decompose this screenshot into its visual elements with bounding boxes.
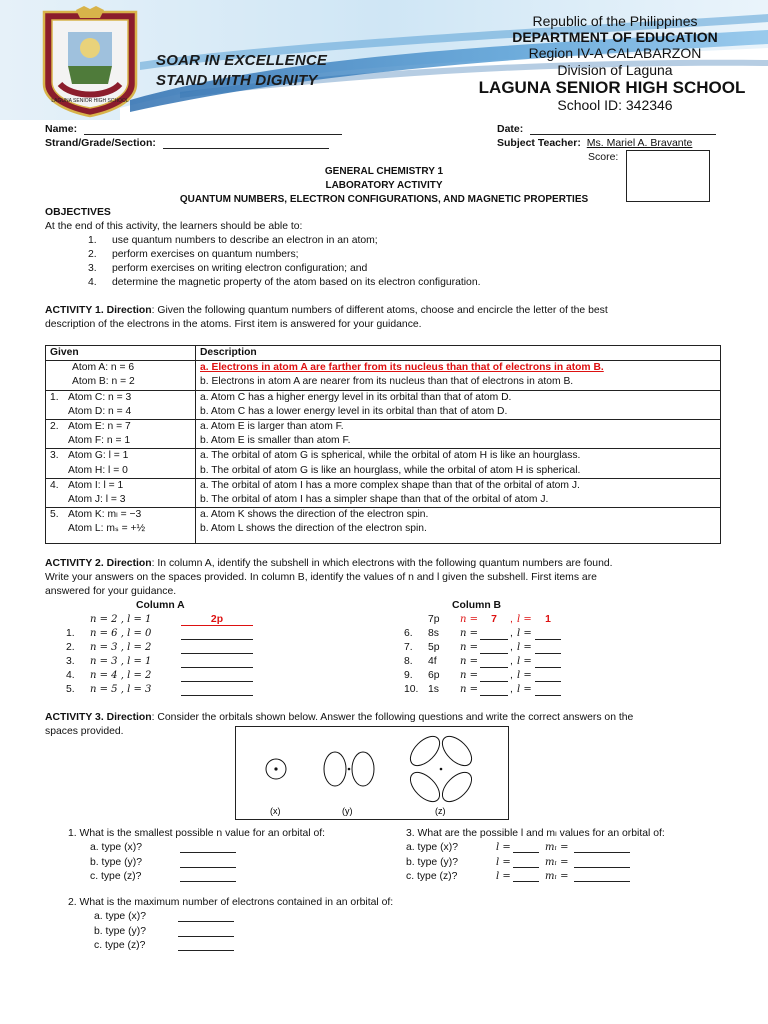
answer-blank[interactable]	[180, 856, 236, 868]
n-answer[interactable]	[480, 641, 508, 654]
desc-a[interactable]: a. The orbital of atom I has a more complex shape than that of the orbital of atom J.	[200, 479, 580, 491]
activity3-direction-2: spaces provided.	[45, 726, 124, 737]
column-b-row	[404, 669, 644, 683]
motto-line-2: STAND WITH DIGNITY	[156, 72, 318, 89]
row-num: 7.	[404, 642, 413, 653]
row-num: 3.	[66, 656, 75, 667]
l-blank[interactable]	[513, 841, 539, 853]
answer-blank[interactable]: 2p	[181, 613, 253, 626]
row-num: 4.	[50, 479, 59, 491]
n-label: n =	[460, 642, 478, 653]
score-label: Score:	[588, 151, 619, 163]
given-b: Atom F: n = 1	[68, 435, 131, 447]
n-answer[interactable]	[480, 627, 508, 640]
quantum-numbers: n = 2 , l = 1	[90, 614, 152, 625]
activity2-direction-3: answered for your guidance.	[45, 586, 177, 597]
question-item	[406, 856, 666, 870]
l-blank[interactable]	[513, 856, 539, 868]
objective-num: 4.	[88, 277, 97, 288]
department-line: DEPARTMENT OF EDUCATION	[512, 29, 718, 45]
column-b-row	[404, 655, 644, 669]
desc-a[interactable]: a. Electrons in atom A are farther from its nucleus than that of electrons in atom B.	[200, 362, 604, 374]
question-item	[94, 939, 314, 953]
desc-a[interactable]: a. The orbital of atom G is spherical, while the orbital of atom H is like an hourglass.	[200, 450, 581, 462]
column-a-row	[66, 655, 266, 669]
given-b: Atom J: l = 3	[68, 494, 126, 506]
question-item	[90, 870, 310, 884]
activity2-direction-2: Write your answers on the spaces provided. In column B, identify the values of n and l given the subshell. First items are	[45, 572, 597, 583]
table-header-row	[46, 346, 721, 361]
orbital-label-x: (x)	[270, 806, 281, 816]
desc-b[interactable]: b. Electrons in atom A are nearer from its nucleus than that of electrons in atom B.	[200, 376, 574, 388]
row-num: 6.	[404, 628, 413, 639]
date-label: Date:	[497, 123, 524, 135]
given-b: Atom B: n = 2	[72, 376, 135, 388]
table-row	[46, 449, 721, 478]
l-label: l =	[517, 642, 532, 653]
column-a-row	[66, 627, 266, 641]
objective-item	[88, 276, 481, 290]
teacher-field	[497, 137, 692, 149]
row-num: 5.	[66, 684, 75, 695]
question-item-label: a. type (x)?	[94, 911, 146, 922]
subshell: 8s	[428, 628, 439, 639]
given-b: Atom D: n = 4	[68, 405, 132, 417]
ml-blank[interactable]	[574, 841, 630, 853]
quantum-numbers: n = 5 , l = 3	[90, 684, 152, 695]
question-item-label: c. type (z)?	[406, 871, 458, 882]
l-label: l =	[496, 842, 511, 853]
row-num: 4.	[66, 670, 75, 681]
activity3-label: ACTIVITY 3. Direction	[45, 712, 152, 723]
question-item-label: a. type (x)?	[90, 842, 142, 853]
answer-blank[interactable]	[178, 910, 234, 922]
orbital-figure	[235, 726, 509, 820]
question-item-label: b. type (y)?	[406, 856, 458, 868]
l-label: l =	[517, 670, 532, 681]
objective-num: 1.	[88, 235, 97, 246]
activity2-label: ACTIVITY 2. Direction	[45, 558, 152, 569]
teacher-value: Ms. Mariel A. Bravante	[586, 137, 693, 149]
name-label: Name:	[45, 123, 78, 135]
objectives-intro: At the end of this activity, the learners should be able to:	[45, 221, 303, 232]
column-a-row	[66, 669, 266, 683]
title-line-3: QUANTUM NUMBERS, ELECTRON CONFIGURATIONS, AND MAGNETIC PROPERTIES	[179, 194, 589, 205]
column-b-title: Column B	[452, 600, 502, 611]
activity1-direction-2: description of the electrons in the atoms. First item is answered for your guidance.	[45, 319, 422, 330]
row-num: 5.	[50, 509, 59, 521]
objective-text: perform exercises on quantum numbers;	[112, 249, 299, 260]
row-num: 2.	[50, 421, 59, 433]
col-description-header: Description	[196, 346, 721, 361]
question-item	[94, 910, 314, 924]
column-a-row	[66, 641, 266, 655]
name-field[interactable]	[45, 123, 342, 135]
row-num: 10.	[404, 684, 419, 695]
quantum-numbers: n = 3 , l = 2	[90, 642, 152, 653]
l-label: l =	[496, 856, 511, 868]
column-b-row	[404, 627, 644, 641]
l-label: l =	[496, 871, 511, 882]
d-orbital-diagram	[405, 731, 477, 807]
n-label: n =	[460, 614, 478, 625]
quantum-numbers: n = 6 , l = 0	[90, 628, 152, 639]
column-b-row	[404, 613, 644, 627]
objective-item	[88, 234, 378, 248]
activity2-direction-1: : In column A, identify the subshell in which electrons with the following quantum numbers are found.	[151, 558, 613, 569]
activity3-direction-1: : Consider the orbitals shown below. Answer the following questions and write the correct answers on the	[151, 712, 634, 723]
strand-blank[interactable]	[163, 138, 329, 149]
question-2: 2. What is the maximum number of electrons contained in an orbital of:	[68, 897, 394, 908]
n-answer[interactable]	[480, 669, 508, 682]
row-num: 3.	[50, 450, 59, 462]
comma: ,	[510, 684, 513, 695]
title-line-2: LABORATORY ACTIVITY	[325, 180, 443, 191]
given-a: Atom G: l = 1	[68, 450, 129, 462]
table-row	[46, 478, 721, 507]
desc-a[interactable]: a. Atom C has a higher energy level in its orbital than that of atom D.	[200, 391, 512, 403]
n-label: n =	[460, 670, 478, 681]
row-num: 9.	[404, 670, 413, 681]
objective-text: determine the magnetic property of the atom based on its electron configuration.	[112, 277, 481, 288]
quantum-numbers: n = 3 , l = 1	[90, 656, 152, 667]
given-b: Atom H: l = 0	[68, 464, 128, 476]
answer-blank[interactable]	[181, 655, 253, 668]
given-a: Atom K: mₗ = −3	[68, 509, 142, 521]
l-answer[interactable]	[535, 683, 561, 696]
l-label: l =	[517, 628, 532, 639]
objective-num: 3.	[88, 263, 97, 274]
comma: ,	[510, 628, 513, 639]
question-item	[406, 841, 666, 855]
answer-blank[interactable]	[181, 641, 253, 654]
desc-a[interactable]: a. Atom E is larger than atom F.	[200, 421, 344, 433]
table-row	[46, 390, 721, 419]
question-item	[90, 841, 310, 855]
l-answer[interactable]	[535, 655, 561, 668]
answer-blank[interactable]	[178, 925, 234, 937]
objective-item	[88, 262, 368, 276]
row-num: 1.	[66, 628, 75, 639]
s-orbital-diagram	[266, 759, 286, 779]
desc-b[interactable]: b. The orbital of atom G is like an hourglass, while the orbital of atom H is spherical.	[200, 464, 581, 476]
activity1-label: ACTIVITY 1. Direction	[45, 305, 152, 316]
activity3-direction	[45, 711, 725, 725]
question-3: 3. What are the possible l and mₗ values for an orbital of:	[406, 828, 665, 839]
p-orbital-diagram	[324, 752, 374, 786]
question-item-label: b. type (y)?	[94, 925, 146, 937]
answer-blank[interactable]	[181, 627, 253, 640]
question-1: 1. What is the smallest possible n value for an orbital of:	[68, 828, 326, 839]
n-answer[interactable]	[480, 655, 508, 668]
table-row	[46, 361, 721, 390]
table-row	[46, 420, 721, 449]
desc-b[interactable]: b. The orbital of atom I has a simpler shape than that of the orbital of atom J.	[200, 494, 549, 506]
ml-blank[interactable]	[574, 856, 630, 868]
strand-label: Strand/Grade/Section:	[45, 137, 156, 149]
activity1-direction-1: : Given the following quantum numbers of different atoms, choose and encircle the letter of the best	[151, 305, 608, 316]
division-line: Division of Laguna	[557, 62, 673, 78]
objective-text: perform exercises on writing electron configuration; and	[112, 263, 368, 274]
given-b: Atom L: mₛ = +½	[68, 523, 146, 535]
logo-ring-text: LAGUNA SENIOR HIGH SCHOOL	[51, 98, 129, 104]
subshell: 6p	[428, 670, 440, 681]
question-item-label: c. type (z)?	[90, 871, 142, 882]
desc-b[interactable]: b. Atom C has a lower energy level in its orbital than that of atom D.	[200, 405, 508, 417]
question-item	[90, 856, 310, 870]
desc-b[interactable]: b. Atom E is smaller than atom F.	[200, 435, 351, 447]
objective-text: use quantum numbers to describe an electron in an atom;	[112, 235, 378, 246]
objective-num: 2.	[88, 249, 97, 260]
orbital-label-z: (z)	[435, 806, 446, 816]
l-answer[interactable]	[535, 669, 561, 682]
l-label: l =	[517, 684, 532, 695]
activity2-direction	[45, 557, 725, 571]
l-answer[interactable]	[535, 641, 561, 654]
comma: ,	[510, 614, 513, 625]
column-a-title: Column A	[136, 600, 185, 611]
republic-line: Republic of the Philippines	[532, 13, 698, 29]
table-row	[46, 508, 721, 543]
subshell: 1s	[428, 684, 439, 695]
region-line: Region IV-A CALABARZON	[528, 45, 702, 61]
row-num: 1.	[50, 391, 59, 403]
given-a: Atom A: n = 6	[72, 362, 135, 374]
n-label: n =	[460, 628, 478, 639]
n-label: n =	[460, 656, 478, 667]
teacher-label: Subject Teacher:	[497, 137, 581, 149]
column-b-row	[404, 683, 644, 697]
school-logo	[38, 6, 142, 118]
answer-blank[interactable]	[178, 939, 234, 951]
question-item	[406, 870, 666, 884]
strand-field[interactable]	[45, 137, 329, 149]
column-a-row	[66, 683, 266, 697]
subshell: 5p	[428, 642, 440, 653]
subshell: 7p	[428, 614, 440, 625]
column-b-row	[404, 641, 644, 655]
motto-line-1: SOAR IN EXCELLENCE	[156, 52, 328, 69]
comma: ,	[510, 642, 513, 653]
date-blank[interactable]	[530, 124, 716, 135]
l-label: l =	[517, 614, 532, 625]
ml-label: mₗ =	[545, 842, 569, 853]
row-num: 2.	[66, 642, 75, 653]
question-item-label: a. type (x)?	[406, 842, 458, 853]
comma: ,	[510, 656, 513, 667]
objectives-heading: OBJECTIVES	[45, 207, 111, 218]
objective-item	[88, 248, 299, 262]
column-a-row	[66, 613, 266, 627]
answer-blank[interactable]	[181, 683, 253, 696]
name-blank[interactable]	[84, 124, 342, 135]
answer-blank[interactable]	[181, 669, 253, 682]
question-item-label: b. type (y)?	[90, 856, 142, 868]
ml-blank[interactable]	[574, 870, 630, 882]
orbital-label-y: (y)	[342, 806, 353, 816]
comma: ,	[510, 670, 513, 681]
l-blank[interactable]	[513, 870, 539, 882]
n-answer[interactable]	[480, 683, 508, 696]
activity1-table	[45, 345, 721, 544]
title-line-1: GENERAL CHEMISTRY 1	[324, 166, 444, 177]
n-label: n =	[460, 684, 478, 695]
given-a: Atom C: n = 3	[68, 391, 132, 403]
desc-b[interactable]: b. Atom L shows the direction of the electron spin.	[200, 523, 427, 535]
col-given-header: Given	[46, 346, 196, 361]
row-num: 8.	[404, 656, 413, 667]
given-a: Atom E: n = 7	[68, 421, 131, 433]
subshell: 4f	[428, 656, 437, 667]
l-answer[interactable]: 1	[545, 614, 551, 625]
activity1-direction	[45, 304, 725, 318]
date-field[interactable]	[497, 123, 716, 135]
answer-blank[interactable]	[180, 870, 236, 882]
school-name: LAGUNA SENIOR HIGH SCHOOL	[478, 78, 746, 97]
l-answer[interactable]	[535, 627, 561, 640]
given-a: Atom I: l = 1	[68, 479, 124, 491]
school-id: School ID: 342346	[557, 97, 673, 113]
question-item-label: c. type (z)?	[94, 940, 146, 951]
answer-blank[interactable]	[180, 841, 236, 853]
quantum-numbers: n = 4 , l = 2	[90, 670, 152, 681]
l-label: l =	[517, 656, 532, 667]
n-answer[interactable]: 7	[491, 614, 497, 625]
question-item	[94, 925, 314, 939]
ml-label: mₗ =	[545, 856, 569, 868]
ml-label: mₗ =	[545, 871, 569, 882]
desc-a[interactable]: a. Atom K shows the direction of the electron spin.	[200, 509, 429, 521]
